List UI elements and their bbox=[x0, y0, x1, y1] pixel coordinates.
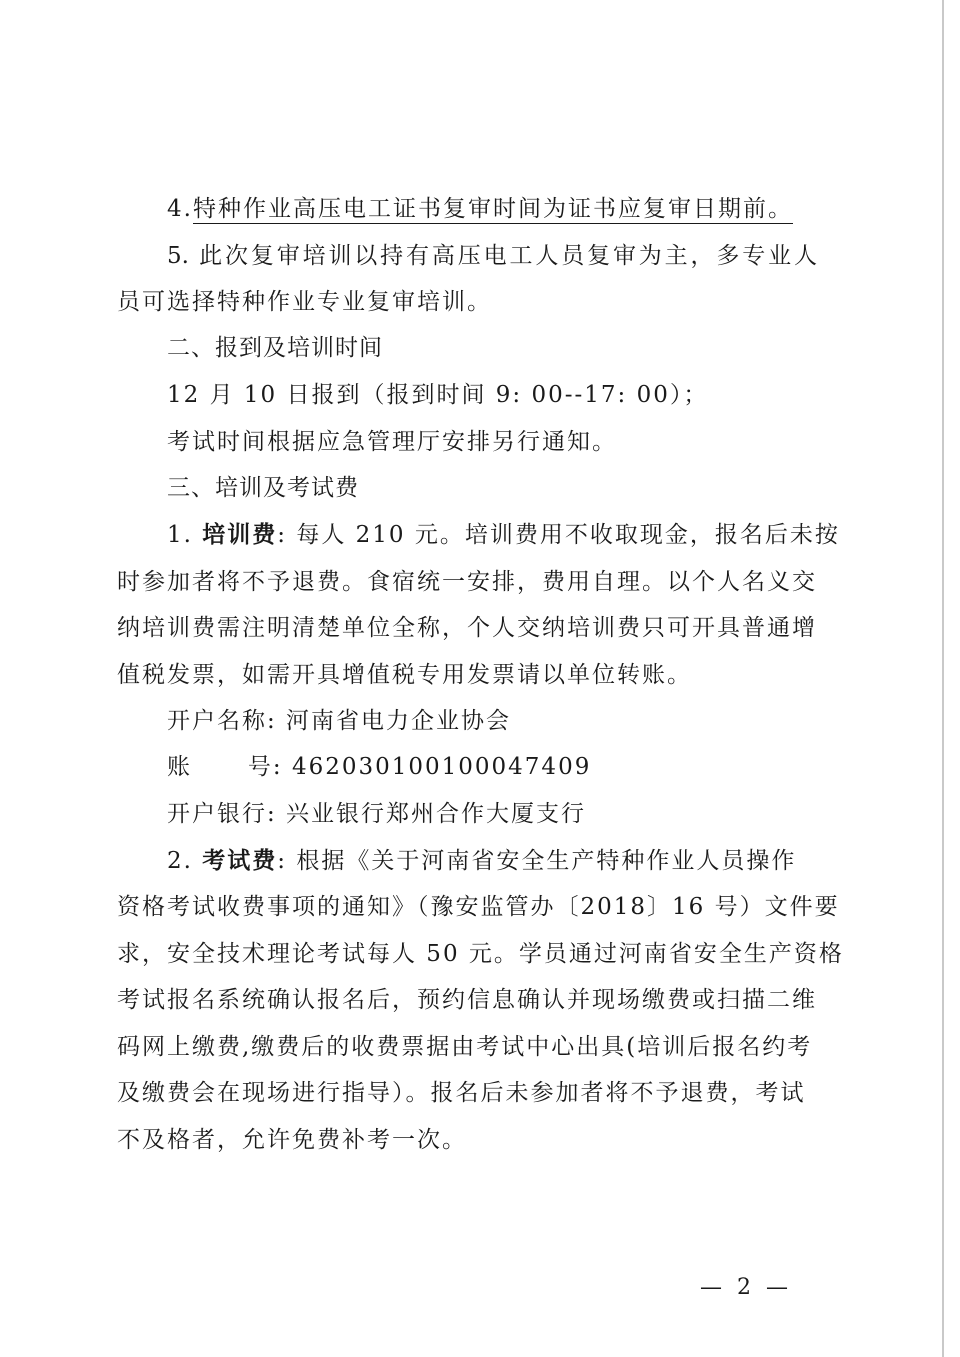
fee-1-number: 1. bbox=[167, 522, 193, 548]
item-4 bbox=[167, 193, 793, 225]
account-name-line: 开户名称: 河南省电力企业协会 bbox=[167, 708, 512, 734]
fee-2-label: 考试费 bbox=[202, 848, 278, 874]
fee-2-line-7: 不及格者，允许免费补考一次。 bbox=[117, 1127, 467, 1153]
fee-1-line-1-text: : 每人 210 元。培训费用不收取现金，报名后未按 bbox=[277, 522, 840, 548]
report-time-line: 12 月 10 日报到（报到时间 9: 00--17: 00）； bbox=[167, 382, 709, 408]
page-number: — 2 — bbox=[700, 1275, 792, 1300]
item-4-text: 特种作业高压电工证书复审时间为证书应复审日期前。 bbox=[192, 196, 793, 222]
account-number-label: 账 号: bbox=[167, 754, 283, 780]
fee-2-line-1-text: : 根据《关于河南省安全生产特种作业人员操作 bbox=[277, 848, 797, 874]
item-4-number: 4. bbox=[167, 196, 193, 222]
fee-2-line-6: 及缴费会在现场进行指导）。报名后未参加者将不予退费，考试 bbox=[117, 1080, 806, 1106]
fee-2-line-4: 考试报名系统确认报名后，预约信息确认并现场缴费或扫描二维 bbox=[117, 987, 817, 1013]
account-number-line bbox=[167, 751, 591, 783]
account-number-value: 462030100100047409 bbox=[291, 754, 592, 780]
fee-2-line-1 bbox=[167, 845, 796, 877]
page-edge-line bbox=[942, 0, 944, 1357]
item-5-line-2: 员可选择特种作业专业复审培训。 bbox=[117, 289, 492, 315]
fee-1-label: 培训费 bbox=[202, 522, 278, 548]
fee-2-number: 2. bbox=[167, 848, 193, 874]
section-2-heading: 二、报到及培训时间 bbox=[167, 335, 383, 361]
fee-1-line-4: 值税发票，如需开具增值税专用发票请以单位转账。 bbox=[117, 662, 692, 688]
item-5-line-1: 5. 此次复审培训以持有高压电工人员复审为主，多专业人 bbox=[167, 243, 817, 269]
fee-1-line-2: 时参加者将不予退费。食宿统一安排，费用自理。以个人名义交 bbox=[117, 569, 817, 595]
section-3-heading: 三、培训及考试费 bbox=[167, 475, 359, 501]
fee-2-line-5: 码网上缴费,缴费后的收费票据由考试中心出具(培训后报名约考 bbox=[117, 1034, 813, 1060]
bank-line: 开户银行: 兴业银行郑州合作大厦支行 bbox=[167, 801, 587, 827]
fee-1-line-1 bbox=[167, 519, 840, 551]
fee-2-line-3: 求，安全技术理论考试每人 50 元。学员通过河南省安全生产资格 bbox=[117, 941, 844, 967]
fee-2-line-2: 资格考试收费事项的通知》（豫安监管办〔2018〕16 号）文件要 bbox=[117, 894, 840, 920]
exam-time-line: 考试时间根据应急管理厅安排另行通知。 bbox=[167, 429, 617, 455]
fee-1-line-3: 纳培训费需注明清楚单位全称，个人交纳培训费只可开具普通增 bbox=[117, 615, 817, 641]
